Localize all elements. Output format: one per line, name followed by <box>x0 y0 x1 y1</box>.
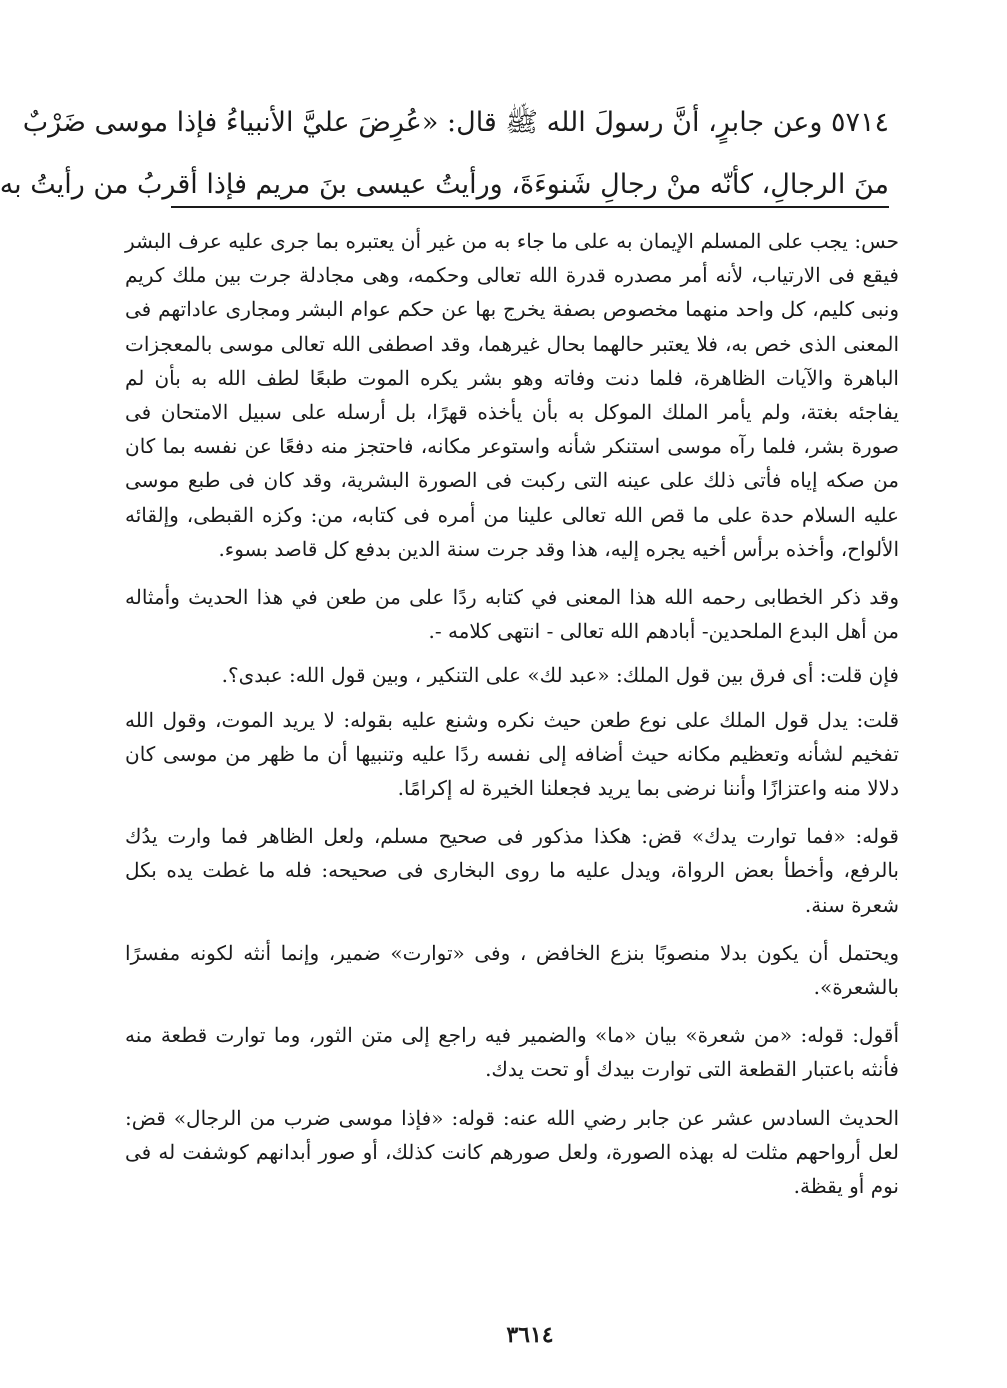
footnote-divider <box>171 206 889 208</box>
commentary-paragraph-4: قلت: يدل قول الملك على نوع طعن حيث نكره وشنع عليه بقوله: لا يريد الموت، وقول الله تفخيم لشأنه وتعظيم مكانه حيث أضافه إلى نفسه ردًا عليه وتنبيها أن ما ظهر من موسى كان دلالا منه واعتزازًا وأننا نرضى بما يريد فجعلنا الخيرة له إكرامًا. <box>125 707 899 801</box>
commentary-paragraph-1: حس: يجب على المسلم الإيمان به على ما جاء به من غير أن يعتبره بما جرى عليه عرف البشر فيقع فى الارتياب، لأنه أمر مصدره قدرة الله تعالى وحكمه، وهى مجادلة جرت بين ملك كريم ونبى كليم، كل واحد منهما مخصوص بصفة يخرج بها عن حكم عوام البشر ومجارى عاداتهم فى المعنى الذى خص به، فلا يعتبر حالهما بحال غيرهما، وقد اصطفى الله تعالى موسى بالمعجزات الباهرة والآيات الظاهرة، فلما دنت وفاته وهو بشر يكره الموت طبعًا لطف الله به بأن لم يفاجئه بغتة، ولم يأمر الملك الموكل به بأن يأخذه قهرًا، بل أرسله على سبيل الامتحان فى صورة بشر، فلما رآه موسى استنكر شأنه واستوعر مكانه، فاحتجز منه دفعًا عن نفسه بما كان من صكه إياه فأتى ذلك على عينه التى ركبت فى الصورة البشرية، وقد كان فى طبع موسى عليه السلام حدة على ما قص الله تعالى علينا من أمره فى كتابه، من: وكزه القبطى، وإلقائه الألواح، وأخذه برأس أخيه يجره إليه، هذا وقد جرت سنة الدين بدفع كل قاصد بسوء. <box>125 229 899 561</box>
commentary-paragraph-7: أقول: قوله: «من شعرة» بيان «ما» والضمير فيه راجع إلى متن الثور، وما توارت قطعة منه فأنثه باعتبار القطعة التى توارت بيدك أو تحت يدك. <box>125 1023 899 1082</box>
commentary-paragraph-5: قوله: «فما توارت يدك» قض: هكذا مذكور فى صحيح مسلم، ولعل الظاهر فما وارت يدُك بالرفع، وأخطأ بعض الرواة، ويدل عليه ما روى البخارى فى صحيحه: فله ما غطت يده بكل شعرة سنة. <box>125 824 899 917</box>
hadith-text <box>0 92 889 216</box>
commentary-section <box>125 224 899 1217</box>
commentary-paragraph-8: الحديث السادس عشر عن جابر رضي الله عنه: قوله: «فإذا موسى ضرب من الرجال» قض: لعل أرواحهم مثلت له بهذه الصورة، ولعل صورهم كانت كذلك، أو صور أبدانهم كوشفت له فى نوم أو يقظة. <box>125 1105 899 1199</box>
commentary-paragraph-2: وقد ذكر الخطابى رحمه الله هذا المعنى في كتابه ردًا على من طعن في هذا الحديث وأمثاله من أهل البدع الملحدين- أبادهم الله تعالى - انتهى كلامه -. <box>125 585 899 644</box>
hadith-line-2: منَ الرجالِ، كأنّه منْ رجالِ شَنوءَةَ، ورأيتُ عيسى بنَ مريم فإذا أقربُ من رأيتُ به <box>0 169 889 200</box>
commentary-paragraph-3: فإن قلت: أى فرق بين قول الملك: «عبد لك» على التنكير ، وبين قول الله: عبدى؟. <box>221 663 899 688</box>
hadith-line-1: ٥٧١٤ وعن جابرٍ، أنَّ رسولَ الله ﷺ قال: «عُرِضَ عليَّ الأنبياءُ فإذا موسى ضَرْبٌ <box>22 107 889 138</box>
commentary-paragraph-6: ويحتمل أن يكون بدلا منصوبًا بنزع الخافض ، وفى «توارت» ضمير، وإنما أنثه لكونه مفسرًا بالشعرة». <box>125 940 899 1000</box>
page-number: ٣٦١٤ <box>506 1322 554 1348</box>
